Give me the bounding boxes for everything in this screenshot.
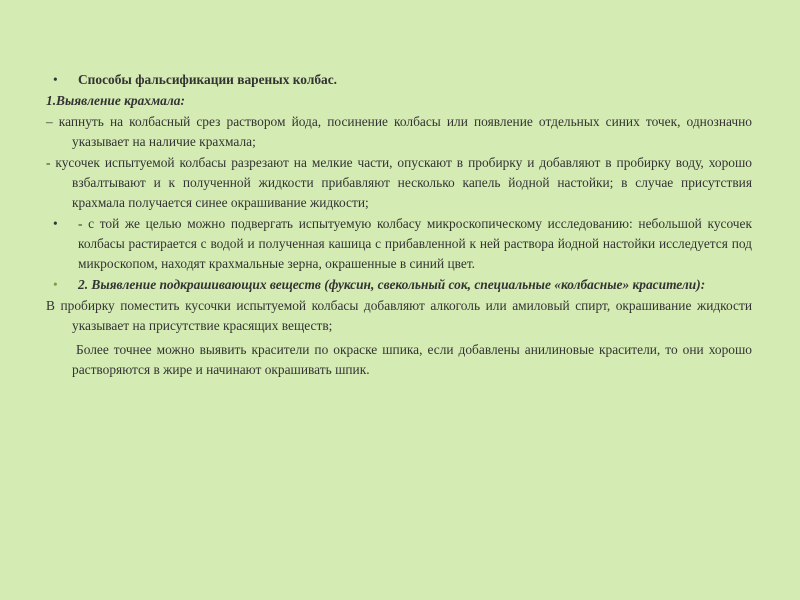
heading-bullet-item xyxy=(46,70,752,90)
subheading-dyes: 2. Выявление подкрашивающих веществ (фуксин, свекольный сок, специальные «колбасные» красители): xyxy=(78,277,706,292)
paragraph-iodine-test: – капнуть на колбасный срез раствором йода, посинение колбасы или появление отдельных синих точек, однозначно указывает на наличие крахмала; xyxy=(46,114,752,149)
bullet-icon: • xyxy=(53,277,58,292)
section-title: Способы фальсификации вареных колбас. xyxy=(78,72,338,87)
paragraph-more-precise xyxy=(46,340,752,380)
slide-content xyxy=(46,70,752,381)
bullet-icon: • xyxy=(53,216,58,231)
subheading-starch: 1.Выявление крахмала: xyxy=(46,93,185,108)
bullet-item-dyes xyxy=(46,275,752,295)
bullet-icon: • xyxy=(53,72,58,87)
bullet-item-microscope xyxy=(46,214,752,274)
paragraph-more-precise-text: Более точнее можно выявить красители по окраске шпика, если добавлены анилиновые красители, то они хорошо растворяются в жире и начинают окрашивать шпик. xyxy=(72,342,752,377)
paragraph-test-tube: - кусочек испытуемой колбасы разрезают на мелкие части, опускают в пробирку и добавляют в пробирку воду, хорошо взбалтывают и к полученной жидкости прибавляют несколько капель йодной настойки; в случае присутствия крахмала получается синее окрашивание жидкости; xyxy=(46,155,752,210)
paragraph-microscope: - с той же целью можно подвергать испытуемую колбасу микроскопическому исследованию: небольшой кусочек колбасы растирается с водой и полученная кашица с прибавленной к ней раствора йодной настойки исследуется под микроскопом, находят крахмальные зерна, окрашенные в синий цвет. xyxy=(78,216,752,271)
paragraph-alcohol-test: В пробирку поместить кусочки испытуемой колбасы добавляют алкоголь или амиловый спирт, окрашивание жидкости указывает на присутствие красящих веществ; xyxy=(46,298,752,333)
